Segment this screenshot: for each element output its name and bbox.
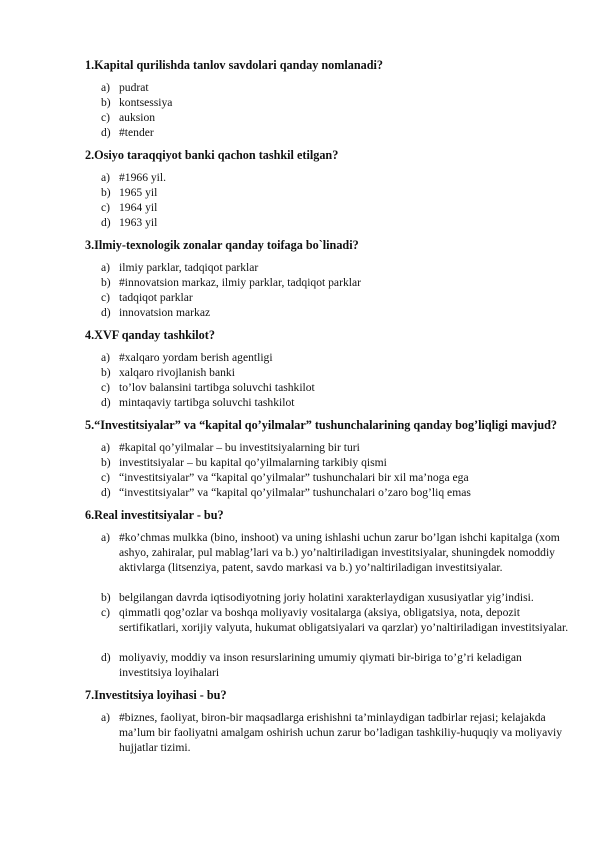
option-text: #biznes, faoliyat, biron-bir maqsadlarga erishishni ta’minlaydigan tadbirlar rejasi; kelajakda ma’lum bir faoliyatni amalgam oshirish uchun zarur bo’ladigan tashkiliy-huquqiy va moliyaviy hujjatlar tizimi. [119,711,563,754]
option-text: qimmatli qog’ozlar va boshqa moliyaviy vositalarga (aksiya, obligatsiya, nota, depozit sertifikatlari, xorijiy valyuta, hukumat obligatsiyalari va qarzlar) yo’naltiriladigan investitsiyalar. [119,606,569,634]
option-letter: a) [101,531,111,544]
option-letter: d) [101,486,111,499]
answer-option [101,455,571,470]
option-text: #ko’chmas mulkka (bino, inshoot) va uning ishlashi uchun zarur bo’lgan ishchi kapitalga (xom ashyo, zahiralar, pul mablag’lari va b.) yo’naltiriladigan investitsiyalar, shuningdek nomoddiy aktivlarga (litsenziya, patent, savdo markasi va b.) yo’naltiriladigan investitsiyalar. [119,531,560,574]
answer-option [101,95,571,110]
option-letter: a) [101,81,111,94]
option-letter: a) [101,441,111,454]
option-text: auksion [119,111,156,124]
option-letter: a) [101,261,111,274]
option-letter: d) [101,216,111,229]
option-letter: d) [101,126,111,139]
option-letter: c) [101,201,111,214]
option-text: innovatsion markaz [119,306,211,319]
option-text: mintaqaviy tartibga soluvchi tashkilot [119,396,295,409]
answer-option [101,380,571,395]
question-6-title: 6.Real investitsiyalar - bu? [85,508,224,522]
answer-option [101,170,571,185]
answer-option [101,710,571,755]
answer-option [101,440,571,455]
option-text: 1964 yil [119,201,158,214]
answer-option [101,305,571,320]
option-letter: a) [101,711,111,724]
option-letter: c) [101,111,111,124]
answer-option [101,275,571,290]
answer-option [101,650,571,680]
question-2-title: 2.Osiyo taraqqiyot banki qachon tashkil etilgan? [85,148,339,162]
answer-option [101,125,571,140]
option-text: #xalqaro yordam berish agentligi [119,351,273,364]
option-text: “investitsiyalar” va “kapital qo’yilmalar” tushunchalari bir xil ma’noga ega [119,471,469,484]
option-letter: c) [101,291,111,304]
option-text: ilmiy parklar, tadqiqot parklar [119,261,259,274]
answer-option [101,260,571,275]
option-text: 1963 yil [119,216,158,229]
option-text: “investitsiyalar” va “kapital qo’yilmalar” tushunchalari o’zaro bog’liq emas [119,486,471,499]
option-text: #tender [119,126,154,139]
answer-option [101,80,571,95]
option-letter: d) [101,651,111,664]
option-text: tadqiqot parklar [119,291,193,304]
option-letter: c) [101,381,111,394]
option-text: to’lov balansini tartibga soluvchi tashkilot [119,381,315,394]
option-text: #kapital qo’yilmalar – bu investitsiyalarning bir turi [119,441,360,454]
answer-option [101,605,571,635]
answer-option [101,110,571,125]
option-text: kontsessiya [119,96,173,109]
answer-option [101,590,571,605]
answer-option [101,185,571,200]
option-letter: a) [101,171,111,184]
option-letter: d) [101,306,111,319]
option-letter: c) [101,471,111,484]
question-7-title: 7.Investitsiya loyihasi - bu? [85,688,227,702]
option-text: investitsiyalar – bu kapital qo’yilmalarning tarkibiy qismi [119,456,387,469]
answer-option [101,365,571,380]
option-letter: b) [101,366,111,379]
question-1-title: 1.Kapital qurilishda tanlov savdolari qanday nomlanadi? [85,58,383,72]
option-letter: b) [101,186,111,199]
option-letter: b) [101,456,111,469]
option-letter: b) [101,96,111,109]
option-text: belgilangan davrda iqtisodiyotning joriy holatini xarakterlaydigan xususiyatlar yig’indisi. [119,591,534,604]
option-letter: d) [101,396,111,409]
option-text: moliyaviy, moddiy va inson resurslarining umumiy qiymati bir-biriga to’g’ri keladigan investitsiya loyihalari [119,651,522,679]
answer-option [101,215,571,230]
option-letter: b) [101,591,111,604]
question-5-title: 5.“Investitsiyalar” va “kapital qo’yilmalar” tushunchalarining qanday bog’liqligi mavjud? [85,418,558,432]
answer-option [101,530,571,575]
answer-option [101,470,571,485]
option-text: #1966 yil. [119,171,167,184]
answer-option [101,350,571,365]
answer-option [101,290,571,305]
question-3-title: 3.Ilmiy-texnologik zonalar qanday toifaga bo`linadi? [85,238,359,252]
option-letter: b) [101,276,111,289]
option-text: xalqaro rivojlanish banki [119,366,235,379]
option-text: pudrat [119,81,149,94]
option-letter: a) [101,351,111,364]
option-text: #innovatsion markaz, ilmiy parklar, tadqiqot parklar [119,276,361,289]
answer-option [101,485,571,500]
question-4-title: 4.XVF qanday tashkilot? [85,328,215,342]
option-letter: c) [101,606,111,619]
option-text: 1965 yil [119,186,158,199]
answer-option [101,200,571,215]
answer-option [101,395,571,410]
